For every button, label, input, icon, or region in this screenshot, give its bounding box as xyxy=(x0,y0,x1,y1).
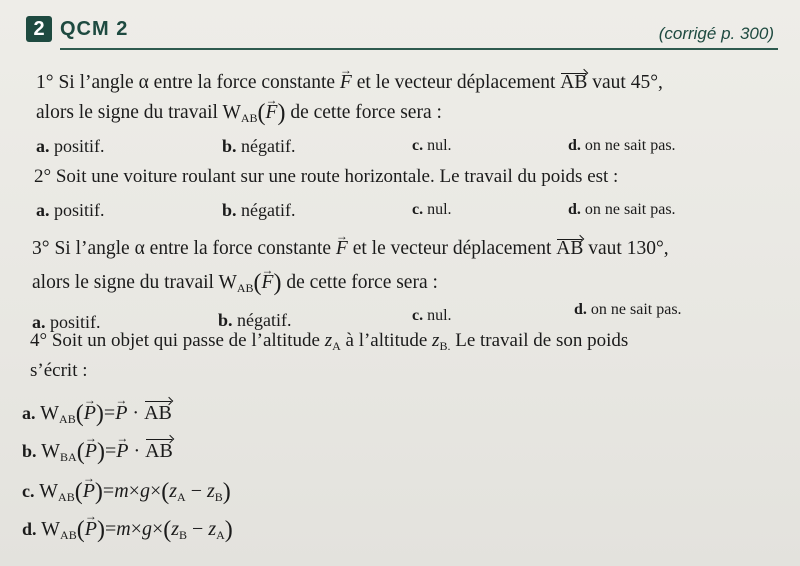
header-divider xyxy=(60,48,778,50)
weight-vector-P: → P xyxy=(116,436,128,466)
paren-open: ( xyxy=(76,517,85,543)
exercise-title: QCM 2 xyxy=(60,18,129,40)
q3-text-e: de cette force sera : xyxy=(281,272,438,293)
paren-close: ) xyxy=(96,439,105,465)
exercise-number-badge: 2 xyxy=(26,16,52,42)
q2-option-a[interactable] xyxy=(36,198,105,222)
q4-text-b: à l’altitude xyxy=(340,330,433,351)
vector-AB: AB xyxy=(144,398,172,428)
gravity-g: g xyxy=(139,480,150,502)
paren-open: ( xyxy=(253,270,262,296)
q4-option-a[interactable]: a. $W_{AB}(\to P)=\to P$ · AB xyxy=(22,398,172,434)
q1-text-b: et le vecteur déplacement xyxy=(351,72,561,93)
q1-line1 xyxy=(36,70,663,96)
option-letter: a. xyxy=(36,136,50,156)
q1-number: 1° xyxy=(36,72,54,93)
option-letter: c. xyxy=(412,137,424,154)
option-letter: d. xyxy=(574,301,587,318)
option-letter: d. xyxy=(568,137,581,154)
option-text: négatif. xyxy=(237,310,292,330)
option-letter: b. xyxy=(222,200,237,220)
q4-option-d[interactable]: d. $W_{AB}(\to P)=m\times g\times(z_B - z_A)$ xyxy=(22,514,233,550)
paren-open: ( xyxy=(76,439,85,465)
option-letter: c. xyxy=(412,201,424,218)
q1-text-a: Si l’angle α entre la force constante xyxy=(53,72,340,93)
paren-open: ( xyxy=(75,401,84,427)
subscript-A: A xyxy=(216,528,225,542)
option-text: négatif. xyxy=(241,200,296,220)
q4-number: 4° xyxy=(30,330,48,351)
paren-open: ( xyxy=(163,517,172,543)
subscript-AB: AB xyxy=(59,412,76,426)
q3-text-d: alors le signe du travail W xyxy=(32,272,237,293)
paren-close: ) xyxy=(95,401,104,427)
q1-option-c[interactable] xyxy=(412,134,452,158)
q3-text-c: vaut 130°, xyxy=(583,238,669,259)
option-text: positif. xyxy=(54,136,105,156)
q3-line2 xyxy=(32,270,438,301)
altitude-zA: z xyxy=(208,518,217,540)
q1-option-d[interactable] xyxy=(568,134,676,158)
option-text: nul. xyxy=(427,307,452,324)
option-text: positif. xyxy=(50,312,101,332)
subscript-AB: AB xyxy=(58,490,75,504)
option-text: nul. xyxy=(427,137,452,154)
weight-vector-P: → P xyxy=(83,476,95,506)
subscript-AB: AB xyxy=(60,528,77,542)
paren-close: ) xyxy=(96,517,105,543)
option-letter: a. xyxy=(22,403,36,423)
q3-text-b: et le vecteur déplacement xyxy=(347,238,557,259)
work-W: W xyxy=(41,440,61,462)
force-vector-F: → F xyxy=(266,100,278,126)
option-text: on ne sait pas. xyxy=(584,201,676,218)
option-letter: b. xyxy=(218,310,233,330)
exercise-header xyxy=(26,14,778,48)
work-W: W xyxy=(40,402,60,424)
q4-text-c: Le travail de son poids xyxy=(450,330,629,351)
q3-line1 xyxy=(32,236,669,262)
option-text: nul. xyxy=(427,201,452,218)
weight-vector-P: → P xyxy=(84,398,96,428)
q4-option-b[interactable]: b. $W_{BA}(\to P)=\to P$ · AB xyxy=(22,436,173,472)
option-letter: d. xyxy=(568,201,581,218)
paren-close: ) xyxy=(224,517,233,543)
paren-close: ) xyxy=(277,100,286,126)
option-letter: d. xyxy=(22,519,37,539)
q3-option-d[interactable] xyxy=(574,298,682,322)
force-vector-F: → F xyxy=(340,70,352,96)
q1-text-d: alors le signe du travail W xyxy=(36,102,241,123)
q2-option-c[interactable] xyxy=(412,198,452,222)
weight-vector-P: → P xyxy=(85,436,97,466)
weight-vector-P: → P xyxy=(115,398,127,428)
altitude-zA: z xyxy=(324,330,333,351)
vector-AB: AB xyxy=(145,436,173,466)
subscript-B: B. xyxy=(439,339,451,353)
q2-text: Soit une voiture roulant sur une route horizontale. Le travail du poids est : xyxy=(51,166,619,187)
altitude-zB: z xyxy=(432,330,440,351)
paren-close: ) xyxy=(273,270,282,296)
subscript-BA: BA xyxy=(60,450,77,464)
q4-line2: s’écrit : xyxy=(30,360,88,381)
subscript-AB: AB xyxy=(236,281,254,295)
correction-reference: (corrigé p. 300) xyxy=(658,24,774,43)
subscript-A: A xyxy=(177,490,186,504)
option-text: on ne sait pas. xyxy=(584,137,676,154)
q1-text-c: vaut 45°, xyxy=(587,72,663,93)
paren-close: ) xyxy=(94,479,103,505)
option-letter: b. xyxy=(22,441,37,461)
q2-option-d[interactable] xyxy=(568,198,676,222)
q1-option-a[interactable] xyxy=(36,134,105,158)
q2-line1 xyxy=(34,164,618,190)
q1-text-e: de cette force sera : xyxy=(285,102,442,123)
option-text: négatif. xyxy=(241,136,296,156)
q4-text-a: Soit un objet qui passe de l’altitude xyxy=(47,330,325,351)
work-W: W xyxy=(39,480,59,502)
force-vector-F: → F xyxy=(262,270,274,296)
subscript-AB: AB xyxy=(240,111,258,125)
q3-number: 3° xyxy=(32,238,50,259)
mass-m: m xyxy=(114,480,129,502)
q1-line2 xyxy=(36,100,442,131)
q3-option-c[interactable] xyxy=(412,304,452,328)
vector-AB: AB xyxy=(556,236,583,262)
q1-option-b[interactable] xyxy=(222,134,296,158)
subscript-A: A xyxy=(332,339,341,353)
paren-open: ( xyxy=(257,100,266,126)
subscript-B: B xyxy=(214,490,223,504)
altitude-zA: z xyxy=(169,480,178,502)
gravity-g: g xyxy=(141,518,152,540)
q2-number: 2° xyxy=(34,166,52,187)
option-text: positif. xyxy=(54,200,105,220)
q4-option-c[interactable]: c. $W_{AB}(\to P)=m\times g\times(z_A - z_B)$ xyxy=(22,476,231,512)
subscript-B: B xyxy=(179,528,188,542)
option-letter: a. xyxy=(32,312,46,332)
vector-AB: AB xyxy=(560,70,587,96)
paren-open: ( xyxy=(74,479,83,505)
paren-open: ( xyxy=(161,479,170,505)
option-letter: c. xyxy=(22,481,35,501)
option-text: on ne sait pas. xyxy=(590,301,682,318)
altitude-zB: z xyxy=(206,480,215,502)
option-letter: c. xyxy=(412,307,424,324)
mass-m: m xyxy=(116,518,131,540)
altitude-zB: z xyxy=(171,518,180,540)
option-letter: a. xyxy=(36,200,50,220)
work-W: W xyxy=(41,518,61,540)
force-vector-F: → F xyxy=(336,236,348,262)
weight-vector-P: → P xyxy=(85,514,97,544)
q3-text-a: Si l’angle α entre la force constante xyxy=(49,238,336,259)
q4-line1 xyxy=(30,328,628,359)
paren-close: ) xyxy=(222,479,231,505)
q2-option-b[interactable] xyxy=(222,198,296,222)
option-letter: b. xyxy=(222,136,237,156)
